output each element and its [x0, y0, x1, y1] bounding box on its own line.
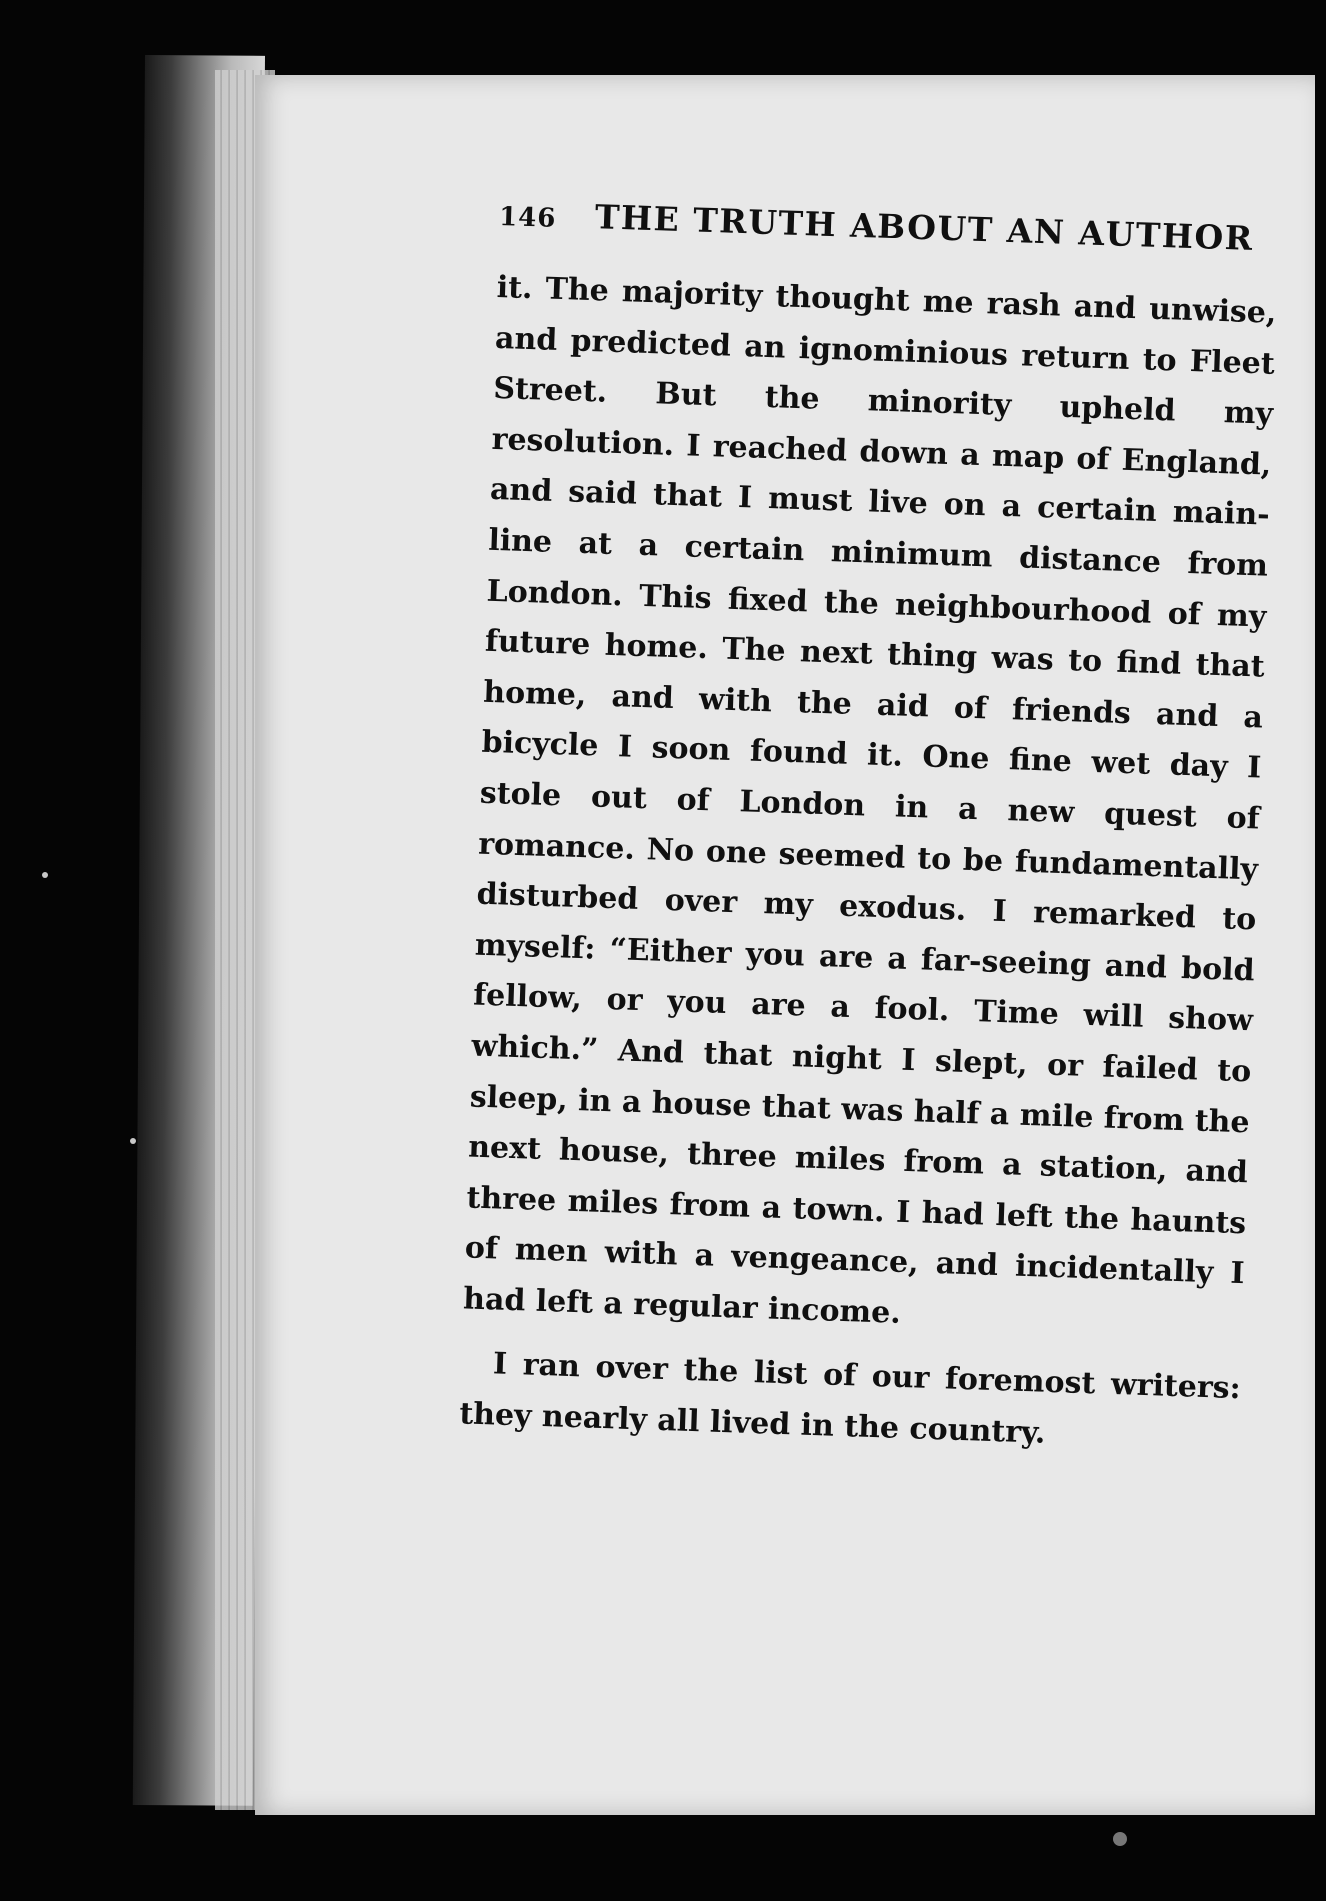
scan-speck	[130, 1138, 136, 1144]
scan-speck	[42, 872, 48, 878]
page-number: 146	[498, 201, 557, 234]
scan-speck	[1113, 1832, 1127, 1846]
running-head-title: THE TRUTH ABOUT AN AUTHOR	[594, 197, 1255, 259]
body-paragraph-2: I ran over the list of our foremost writers: they nearly all lived in the country.	[458, 1346, 1242, 1451]
body-paragraph-1: it. The majority thought me rash and unwise, and predicted an ignominious return to Fleet Street. But the minority upheld my resolution. I reached down a map of England, and said that I must live on a certain main-line at a certain minimum distance from London. This fixed the neighbourhood of my future home. The next thing was to find that home, and with the aid of friends and a bicycle I soon found it. One fine wet day I stole out of London in a new quest of romance. No one seemed to be fundamentally disturbed over my exodus. I remarked to myself: “Either you are a far-seeing and bold fellow, or you are a fool. Time will show which.” And that night I slept, or failed to sleep, in a house that was half a mile from the next house, three miles from a station, and three miles from a town. I had left the haunts of men with a vengeance, and incidentally I had left a regular income.	[462, 269, 1277, 1331]
page-text-block	[459, 190, 1280, 1466]
